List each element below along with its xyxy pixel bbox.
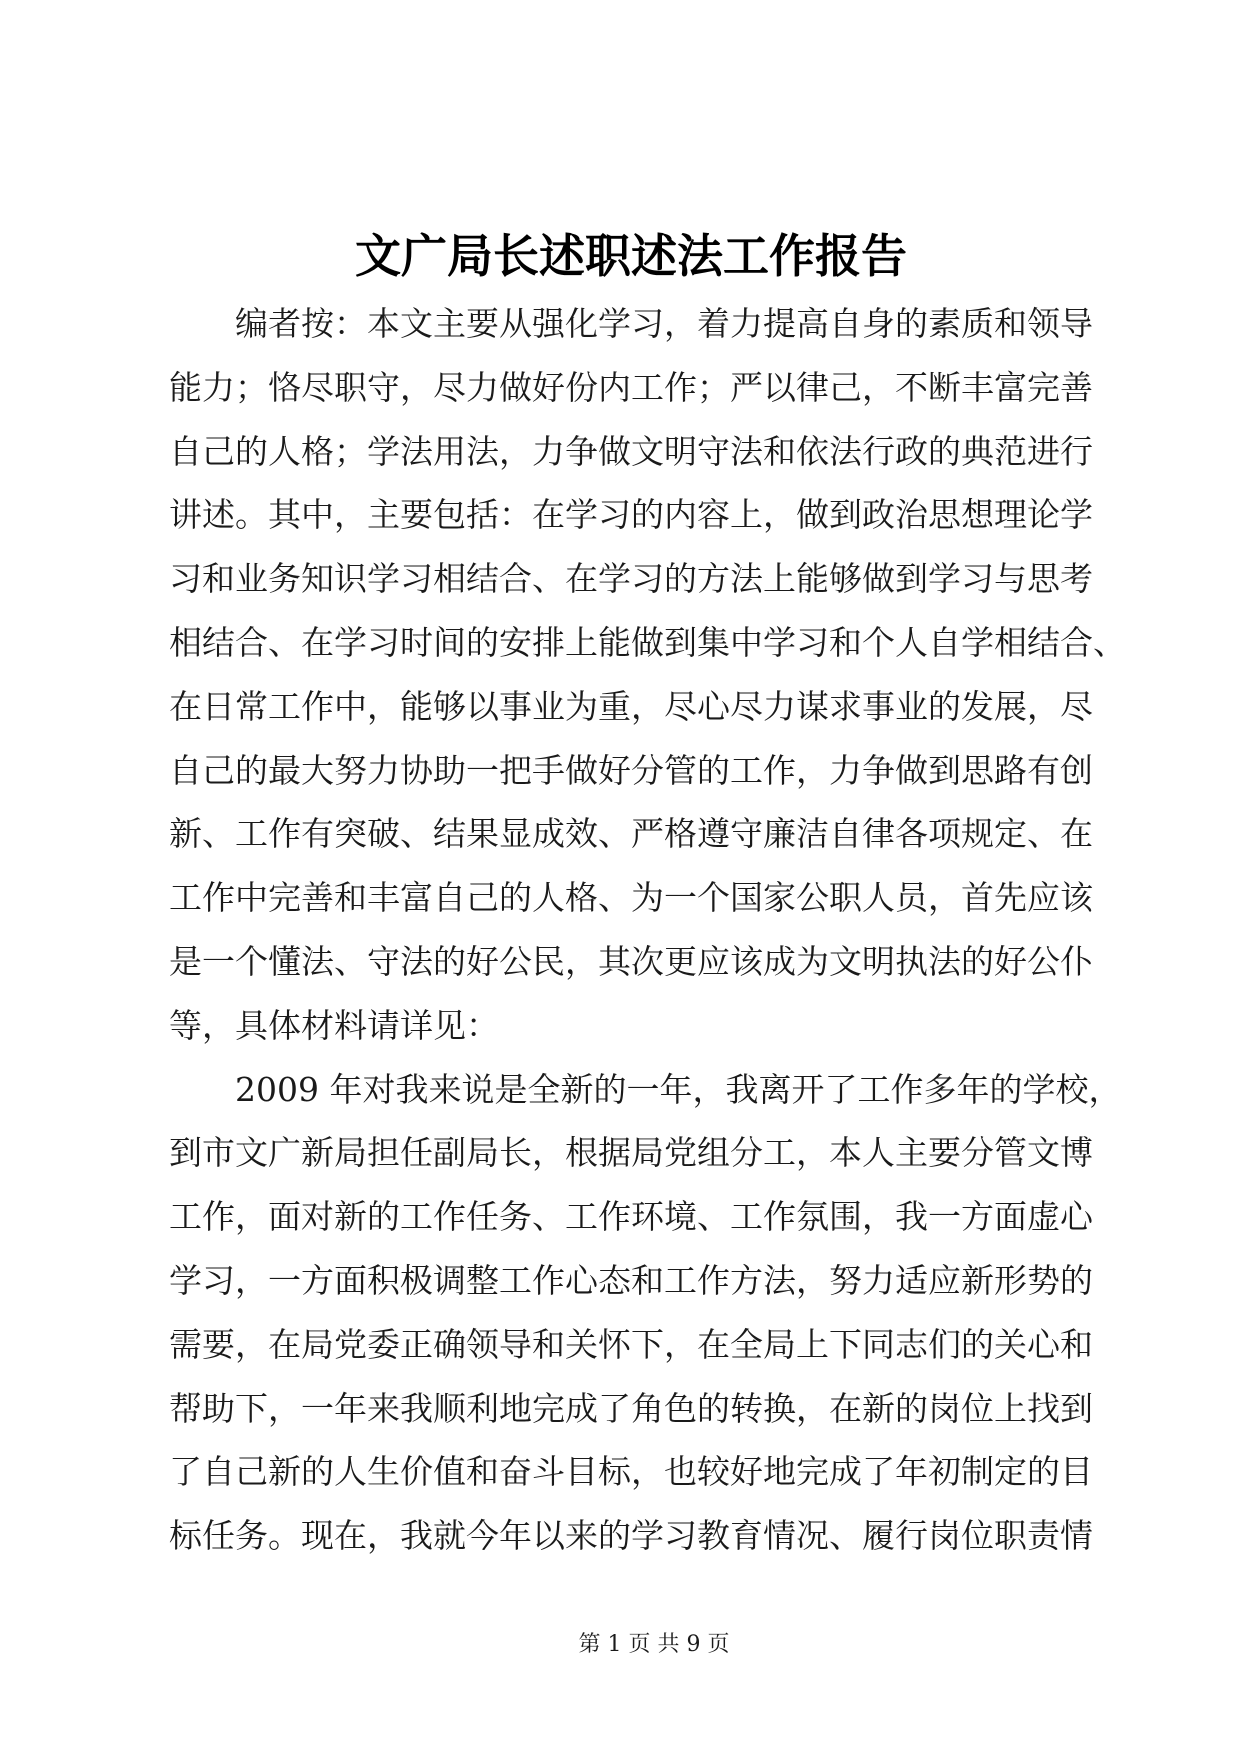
text-line: 标任务。现在，我就今年以来的学习教育情况、履行岗位职责情 (169, 1516, 1093, 1556)
text-line: 学习，一方面积极调整工作心态和工作方法，努力适应新形势的 (169, 1260, 1093, 1300)
text-line: 了自己新的人生价值和奋斗目标，也较好地完成了年初制定的目 (169, 1452, 1093, 1492)
text-line: 帮助下，一年来我顺利地完成了角色的转换，在新的岗位上找到 (169, 1388, 1093, 1428)
body-paragraph (169, 292, 1126, 1058)
text-line: 讲述。其中，主要包括：在学习的内容上，做到政治思想理论学 (169, 495, 1093, 535)
text-line: 是一个懂法、守法的好公民，其次更应该成为文明执法的好公仆 (169, 941, 1093, 981)
text-line: 自己的最大努力协助一把手做好分管的工作，力争做到思路有创 (169, 750, 1093, 790)
text-line: 工作，面对新的工作任务、工作环境、工作氛围，我一方面虚心 (169, 1197, 1093, 1237)
text-line: 工作中完善和丰富自己的人格、为一个国家公职人员，首先应该 (169, 878, 1093, 918)
text-line: 新、工作有突破、结果显成效、严格遵守廉洁自律各项规定、在 (169, 814, 1093, 854)
page-number-footer: 第 1 页 共 9 页 (578, 1632, 730, 1657)
text-line: 到市文广新局担任副局长，根据局党组分工，本人主要分管文博 (169, 1133, 1093, 1173)
document-title: 文广局长述职述法工作报告 (355, 229, 907, 283)
text-line: 在日常工作中，能够以事业为重，尽心尽力谋求事业的发展，尽 (169, 686, 1093, 726)
text-line: 2009 年对我来说是全新的一年，我离开了工作多年的学校， (235, 1069, 1122, 1109)
document-body (169, 292, 1126, 1568)
text-line: 习和业务知识学习相结合、在学习的方法上能够做到学习与思考 (169, 559, 1093, 599)
text-line: 等，具体材料请详见： (169, 1005, 499, 1045)
body-paragraph (169, 1058, 1122, 1568)
text-line: 编者按：本文主要从强化学习，着力提高自身的素质和领导 (235, 304, 1093, 343)
text-line: 自己的人格；学法用法，力争做文明守法和依法行政的典范进行 (169, 431, 1093, 471)
text-line: 相结合、在学习时间的安排上能做到集中学习和个人自学相结合、 (169, 622, 1126, 662)
text-line: 能力；恪尽职守，尽力做好份内工作；严以律己，不断丰富完善 (169, 367, 1093, 407)
text-line: 需要，在局党委正确领导和关怀下，在全局上下同志们的关心和 (169, 1324, 1093, 1364)
